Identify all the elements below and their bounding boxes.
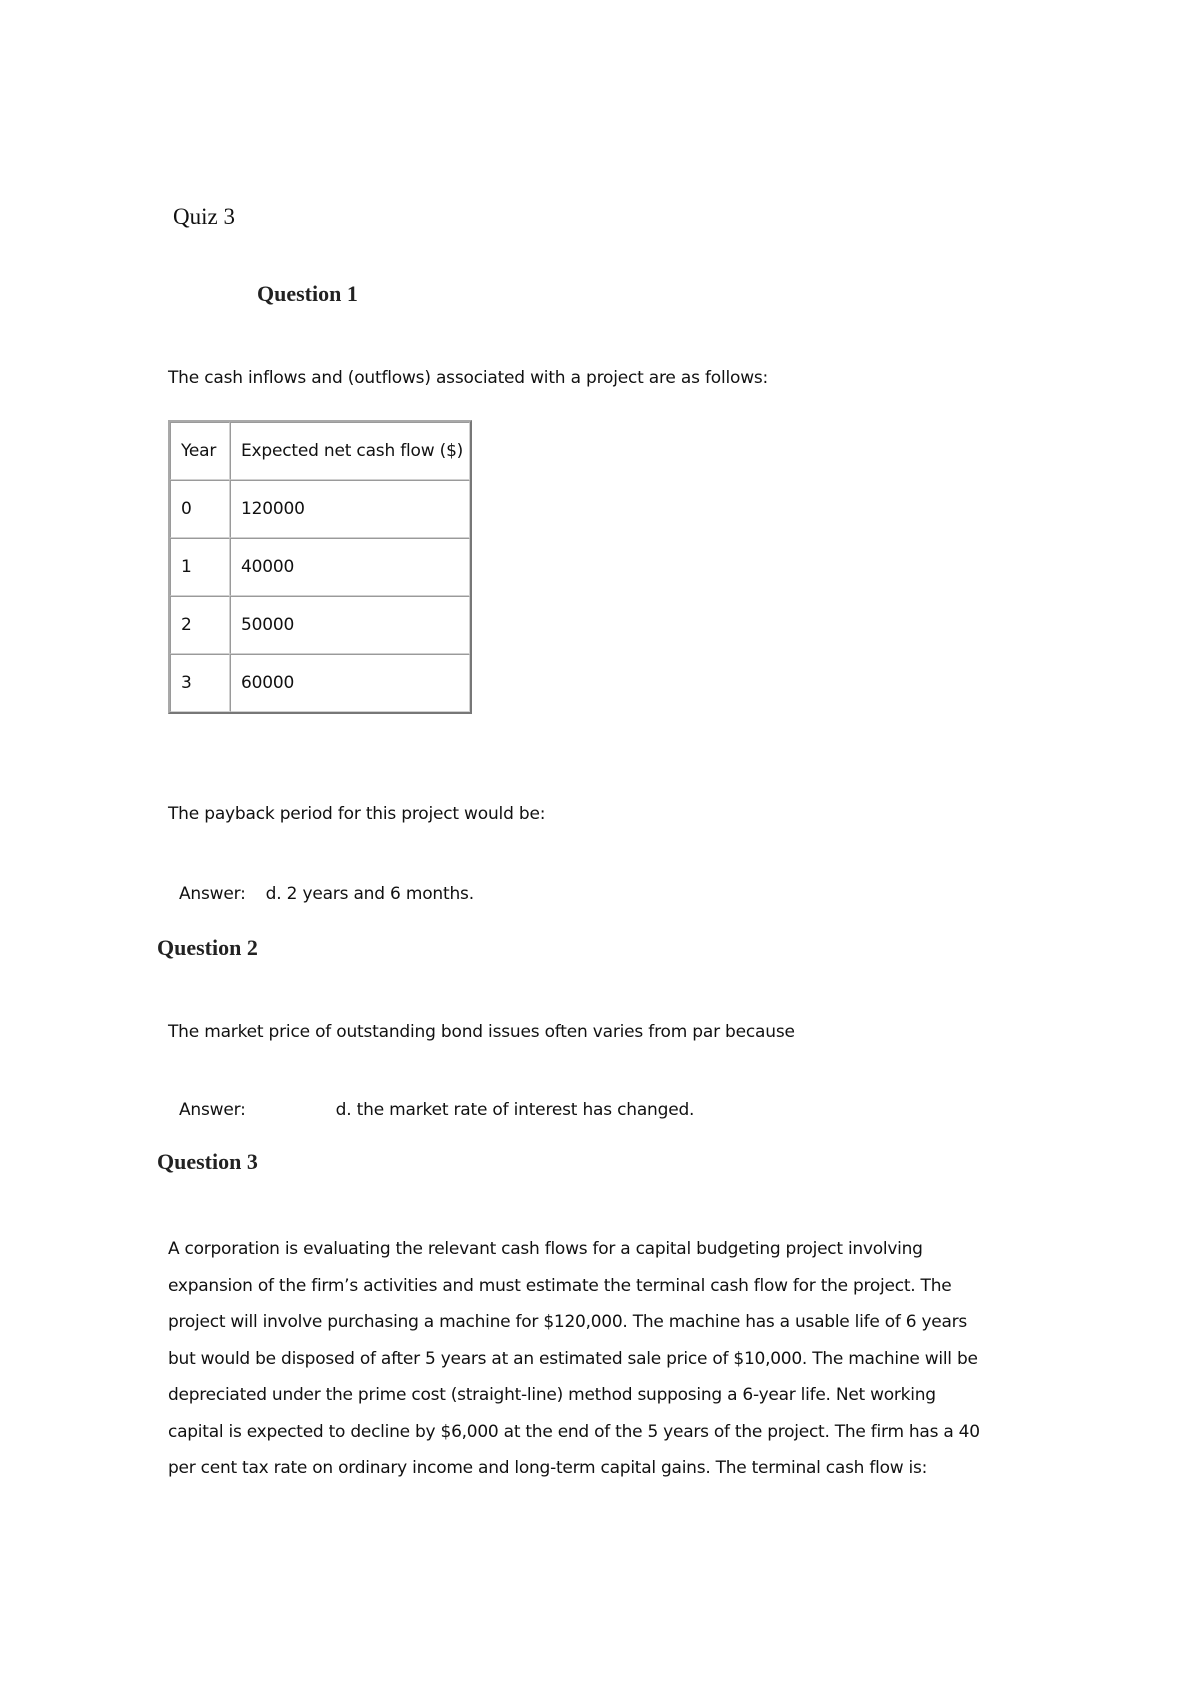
document-title: Quiz 3 — [173, 204, 235, 229]
table-cell-cash-flow: 60000 — [230, 654, 470, 712]
question-1-answer — [179, 884, 474, 904]
paragraph-line: project will involve purchasing a machine for $120,000. The machine has a usable life of 6 years — [168, 1312, 968, 1332]
table-cell-year: 1 — [170, 538, 230, 596]
table-header-cash-flow: Expected net cash flow ($) — [230, 422, 470, 480]
paragraph-line: depreciated under the prime cost (straight-line) method supposing a 6-year life. Net working — [168, 1385, 936, 1405]
question-1-heading: Question 1 — [257, 281, 358, 306]
table-cell-cash-flow: 50000 — [230, 596, 470, 654]
question-2-heading: Question 2 — [157, 935, 258, 960]
table-row — [170, 596, 470, 654]
table-cell-year: 3 — [170, 654, 230, 712]
cash-flow-table — [168, 420, 472, 714]
table-cell-year: 0 — [170, 480, 230, 538]
table-row — [170, 538, 470, 596]
table-row — [170, 480, 470, 538]
paragraph-line: but would be disposed of after 5 years at an estimated sale price of $10,000. The machine will be — [168, 1348, 978, 1369]
answer-value: d. 2 years and 6 months. — [265, 884, 474, 904]
table-header-row — [170, 422, 470, 480]
table-row — [170, 654, 470, 712]
question-2-answer — [179, 1100, 694, 1120]
question-1-prompt: The cash inflows and (outflows) associated with a project are as follows: — [168, 368, 769, 388]
table-header-year: Year — [170, 422, 230, 480]
paragraph-line: capital is expected to decline by $6,000 at the end of the 5 years of the project. The firm has a 40 — [168, 1421, 980, 1442]
paragraph-line: expansion of the firm’s activities and must estimate the terminal cash flow for the project. The — [168, 1275, 952, 1296]
answer-label: Answer: — [179, 1100, 246, 1120]
question-3-paragraph — [168, 1231, 988, 1487]
question-1-text: The payback period for this project would be: — [168, 804, 546, 824]
paragraph-line: per cent tax rate on ordinary income and long-term capital gains. The terminal cash flow is: — [168, 1458, 928, 1478]
answer-label: Answer: — [179, 884, 246, 904]
question-2-prompt: The market price of outstanding bond issues often varies from par because — [168, 1022, 795, 1042]
table-cell-year: 2 — [170, 596, 230, 654]
table-cell-cash-flow: 40000 — [230, 538, 470, 596]
table-cell-cash-flow: 120000 — [230, 480, 470, 538]
question-3-heading: Question 3 — [157, 1149, 258, 1174]
answer-value: d. the market rate of interest has changed. — [335, 1100, 695, 1120]
paragraph-line: A corporation is evaluating the relevant cash flows for a capital budgeting project involving — [168, 1239, 923, 1259]
